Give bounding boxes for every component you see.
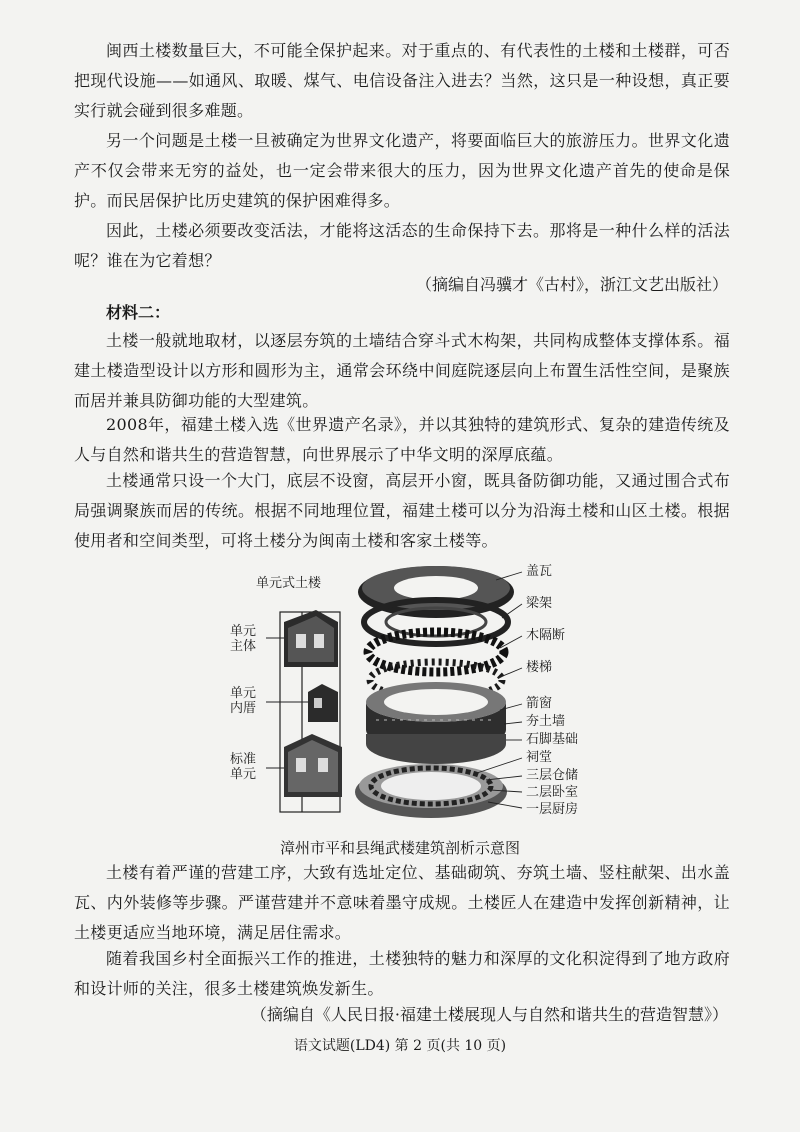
label-stone-foundation: 石脚基础 [526, 732, 579, 747]
label-beam-frame: 梁架 [526, 596, 553, 611]
paragraph-1: 闽西土楼数量巨大，不可能全保护起来。对于重点的、有代表性的土楼和土楼群，可否把现代设施——如通风、取暖、煤气、电信设备注入进去？当然，这只是一种设想，真正要实行就会碰到很多难题。 [74, 41, 730, 120]
page-footer: 语文试题(LD4) 第 2 页(共 10 页) [293, 1038, 507, 1054]
material-2-heading: 材料二： [106, 303, 171, 322]
standard-unit-drawing [284, 734, 342, 797]
source-citation-1: （摘编自冯骥才《古村》，浙江文艺出版社） [415, 275, 728, 294]
paragraph-8: 随着我国乡村全面振兴工作的推进，土楼独特的魅力和深厚的文化积淀得到了地方政府和设计师的关注，很多土楼建筑焕发新生。 [74, 949, 730, 998]
paragraph-4: 土楼一般就地取材，以逐层夯筑的土墙结合穿斗式木构架，共同构成整体支撑体系。福建土楼造型设计以方形和圆形为主，通常会环绕中间庭院逐层向上布置生活性空间，是聚族而居并兼具防御功能的大型建筑。 [74, 331, 730, 410]
paragraph-2: 另一个问题是土楼一旦被确定为世界文化遗产，将要面临巨大的旅游压力。世界文化遗产不仅会带来无穷的益处，也一定会带来很大的压力，因为世界文化遗产首先的使命是保护。而民居保护比历史建筑的保护困难得多。 [74, 131, 730, 210]
figure-caption: 漳州市平和县绳武楼建筑剖析示意图 [279, 839, 520, 857]
label-ancestral-hall: 祠堂 [526, 750, 553, 765]
stone-foundation [366, 734, 506, 764]
label-rammed-earth-wall: 夯土墙 [526, 714, 566, 729]
paragraph-5: 2008年，福建土楼入选《世界遗产名录》，并以其独特的建筑形式、复杂的建造传统及人与自然和谐共生的营造智慧，向世界展示了中华文明的深厚底蕴。 [74, 415, 730, 464]
label-first-floor: 一层厨房 [526, 802, 579, 817]
label-wood-partition: 木隔断 [526, 628, 566, 643]
source-citation-2: （摘编自《人民日报·福建土楼展现人与自然和谐共生的营造智慧》） [250, 1005, 728, 1024]
paragraph-7: 土楼有着严谨的营建工序，大致有选址定位、基础砌筑、夯筑土墙、竖柱献架、出水盖瓦、内外装修等步骤。严谨营建并不意味着墨守成规。土楼匠人在建造中发挥创新精神，让土楼更适应当地环境，满足居住需求。 [74, 863, 730, 942]
unit-inner-drawing [308, 684, 338, 722]
figure-left-title: 单元式土楼 [256, 576, 322, 591]
ground-floor-courtyard [355, 764, 507, 818]
label-roof-tiles: 盖瓦 [526, 564, 553, 579]
paragraph-6: 土楼通常只设一个大门，底层不设窗，高层开小窗，既具备防御功能，又通过围合式布局强调聚族而居的传统。根据不同地理位置，福建土楼可以分为沿海土楼和山区土楼。根据使用者和空间类型，可将土楼分为闽南土楼和客家土楼等。 [74, 471, 730, 550]
paragraph-3: 因此，土楼必须要改变活法，才能将这活态的生命保持下去。那将是一种什么样的活法呢？谁在为它着想？ [74, 221, 730, 270]
label-unit-inner: 单元 内厝 [229, 686, 256, 716]
label-second-floor: 二层卧室 [526, 785, 579, 800]
label-stairs: 楼梯 [526, 660, 553, 675]
label-arrow-window: 箭窗 [526, 696, 553, 711]
unit-main-body-drawing [284, 610, 338, 667]
label-third-floor: 三层仓储 [526, 768, 579, 783]
tulou-diagram [226, 552, 606, 832]
label-standard-unit: 标准 单元 [229, 752, 256, 782]
label-unit-main: 单元 主体 [229, 624, 256, 654]
